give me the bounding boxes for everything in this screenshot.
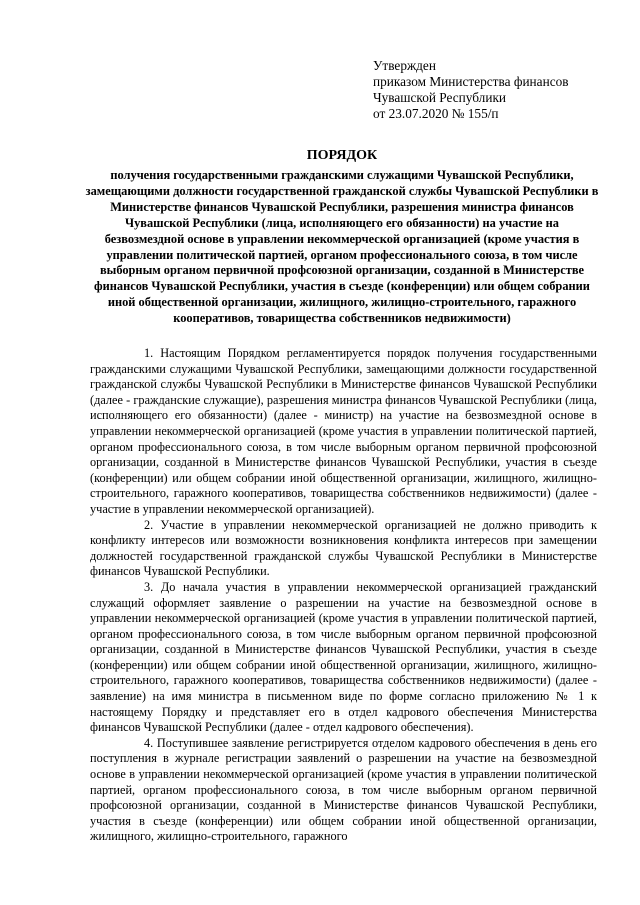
document-body [90,346,597,845]
approval-block [373,58,613,122]
paragraph-3: 3. До начала участия в управлении некоммерческой организацией гражданский служащий оформляет заявление о разрешении на участие на безвозмездной основе в управлении некоммерческой организацией (кроме участия в управлении политической партией, органом профессионального союза, в том числе выборным органом первичной профсоюзной организации, созданной в Министерстве финансов Чувашской Республики, участия в съезде (конференции) или общем собрании иной общественной организации, жилищного, жилищно-строительного, гаражного кооперативов, товарищества собственников недвижимости) (далее - заявление) на имя министра в письменном виде по форме согласно приложению № 1 к настоящему Порядку и представляет его в отдел кадрового обеспечения Министерства финансов Чувашской Республики (далее - отдел кадрового обеспечения). [90,579,597,735]
document-subtitle: получения государственными гражданскими служащими Чувашской Республики, замещающими должности государственной гражданской службы Чувашской Республики в Министерстве финансов Чувашской Республики, разрешения министра финансов Чувашской Республики (лица, исполняющего его обязанности) на участие на безвозмездной основе в управлении некоммерческой организацией (кроме участия в управлении политической партией, органом профессионального союза, в том числе выборным органом первичной профсоюзной организации, созданной в Министерстве финансов Чувашской Республики, участия в съезде (конференции) или общем собрании иной общественной организации, жилищного, жилищно-строительного, гаражного кооперативов, товарищества собственников недвижимости) [85,168,599,326]
approval-line-order: приказом Министерства финансов [373,74,569,89]
paragraph-4: 4. Поступившее заявление регистрируется отделом кадрового обеспечения в день его поступления в журнале регистрации заявлений о разрешении на участие на безвозмездной основе в управлении некоммерческой организацией (кроме участия в управлении политической партией, органом профессионального союза, в том числе выборным органом первичной профсоюзной организации, созданной в Министерстве финансов Чувашской Республики, участия в съезде (конференции) или общем собрании иной общественной организации, жилищного, жилищно-строительного, гаражного [90,735,597,844]
paragraph-2: 2. Участие в управлении некоммерческой организацией не должно приводить к конфликту интересов или возможности возникновения конфликта интересов при замещении должностей государственной гражданской службы Чувашской Республики в Министерстве финансов Чувашской Республики. [90,517,597,579]
document-title: ПОРЯДОК [306,148,378,163]
approval-line-republic: Чувашской Республики [373,90,507,105]
paragraph-1: 1. Настоящим Порядком регламентируется порядок получения государственными гражданскими служащими Чувашской Республики, замещающими должности государственной гражданской службы Чувашской Республики в Министерстве финансов Чувашской Республики (далее - гражданские служащие), разрешения министра финансов Чувашской Республики (лица, исполняющего его обязанности) (далее - министр) на участие на безвозмездной основе в управлении некоммерческой организацией (кроме участия в управлении политической партией, органом профессионального союза, в том числе выборным органом первичной профсоюзной организации, созданной в Министерстве финансов Чувашской Республики, участия в съезде (конференции) или общем собрании иной общественной организации, жилищного, жилищно-строительного, гаражного кооперативов, товарищества собственников недвижимости) (далее - участие в управлении некоммерческой организацией). [90,346,597,516]
approval-line-approved: Утвержден [373,58,436,73]
approval-line-date-number: от 23.07.2020 № 155/п [373,106,499,121]
